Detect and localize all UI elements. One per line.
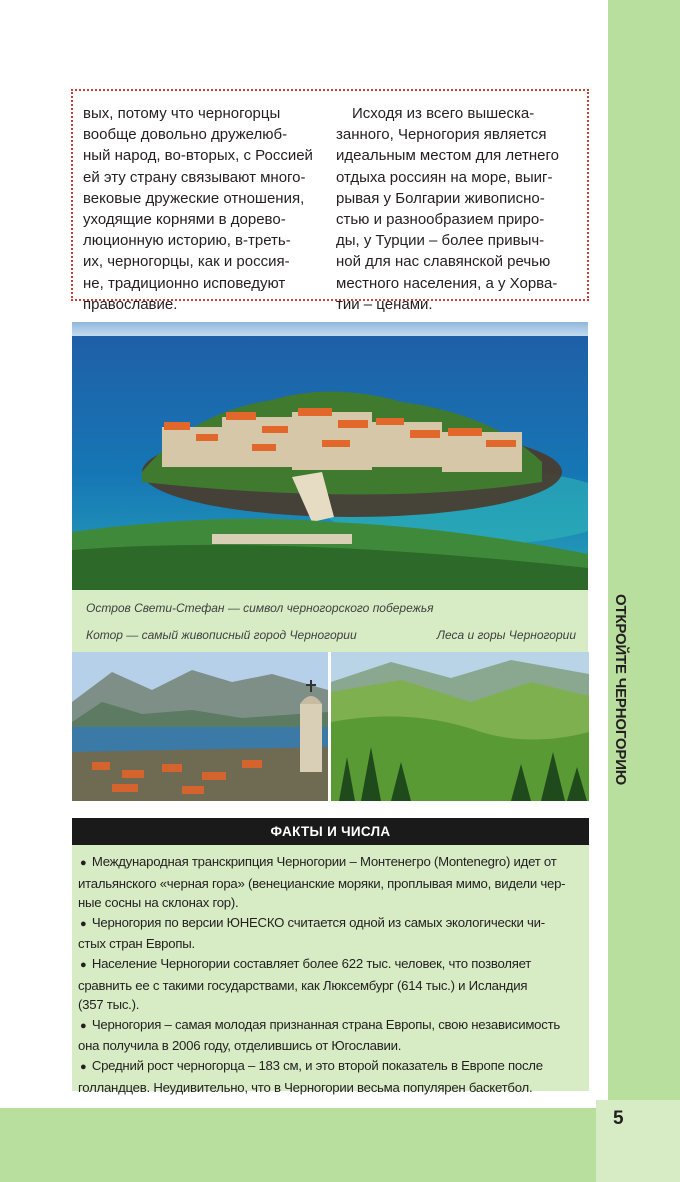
bullet-icon: ● [80,1019,87,1032]
fact-text: Средний рост черногорца – 183 см, и это второй показатель в Европе после [91,1057,543,1073]
bottom-band [0,1108,596,1182]
text-line: отдыха россиян на море, выиг- [336,168,553,186]
photo-sveti-stefan [72,322,588,590]
facts-title: ФАКТЫ И ЧИСЛА [270,824,391,839]
text-line: Исходя из всего вышеска- [352,105,535,122]
text-line: православие. [83,295,178,313]
fact-line: ные сосны на склонах гор). [78,895,239,911]
fact-line [78,954,581,976]
photo-forest [331,652,589,801]
fact-line [78,1015,581,1037]
fact-line: итальянского «черная гора» (венецианские моряки, проплывая мимо, видели чер- [78,875,566,891]
text-line: их, черногорцы, как и россия- [83,253,290,271]
page-number: 5 [613,1108,624,1129]
facts-body [72,845,589,1095]
text-line: тии – ценами. [336,295,433,313]
fact-line: (357 тыс.). [78,997,140,1013]
fact-line [78,913,581,935]
fact-item [78,1056,581,1097]
text-line: местного населения, а у Хорва- [336,274,558,292]
caption-panel [72,590,588,652]
caption-forest: Леса и горы Черногории [436,628,576,642]
caption-kotor: Котор — самый живописный город Черногории [86,628,357,642]
text-line: вековые дружеские отношения, [83,189,305,207]
text-line: люционную историю, в-треть- [83,232,291,250]
bullet-icon: ● [80,917,87,930]
fact-line: сравнить ее с такими государствами, как Люксембург (614 тыс.) и Исландия [78,977,528,993]
fact-text: Международная транскрипция Черногории – Монтенегро (Montenegro) идет от [91,854,557,869]
intro-right-column [336,103,576,315]
side-strip [608,0,680,1100]
text-line: вых, потому что черногорцы [83,105,281,122]
bullet-icon: ● [80,1060,87,1073]
fact-item [78,954,581,1015]
photo-kotor [72,652,328,801]
text-line: вообще довольно дружелюб- [83,126,288,144]
fact-text: Черногория по версии ЮНЕСКО считается одной из самых экологически чи- [91,914,545,930]
bullet-icon: ● [80,958,87,971]
fact-item [78,852,581,913]
text-line: ей эту страну связывают много- [83,168,306,186]
fact-line: она получила в 2006 году, отделившись от Югославии. [78,1038,402,1054]
fact-line: голландцев. Неудивительно, что в Черногории весьма популярен баскетбол. [78,1079,533,1095]
section-title: ОТКРОЙТЕ ЧЕРНОГОРИЮ [612,594,629,786]
bullet-icon: ● [80,857,87,869]
fact-item [78,913,581,954]
text-line: не, традиционно исповедуют [83,274,286,292]
facts-header [72,818,589,845]
fact-item [78,1015,581,1056]
fact-text: Население Черногории составляет более 622 тыс. человек, что позволяет [91,955,532,971]
fact-line: стых стран Европы. [78,936,195,952]
fact-line [78,852,581,874]
caption-sveti-stefan: Остров Свети-Стефан — символ черногорского побережья [86,601,434,615]
text-line: занного, Черногория является [336,126,547,144]
fact-line [78,1056,581,1078]
text-line: ный народ, во-вторых, с Россией [83,147,313,165]
page-number-box [596,1100,680,1182]
text-line: стью и разнообразием приро- [336,211,545,229]
text-line: рывая у Болгарии живописно- [336,189,545,207]
text-line: уходящие корнями в дорево- [83,211,286,229]
intro-text-box [71,89,589,313]
text-line: ды, у Турции – более привыч- [336,232,545,250]
text-line: идеальным местом для летнего [336,147,559,165]
intro-left-column [83,103,323,315]
text-line: ной для нас славянской речью [336,253,551,271]
fact-text: Черногория – самая молодая признанная страна Европы, свою независимость [91,1016,560,1032]
